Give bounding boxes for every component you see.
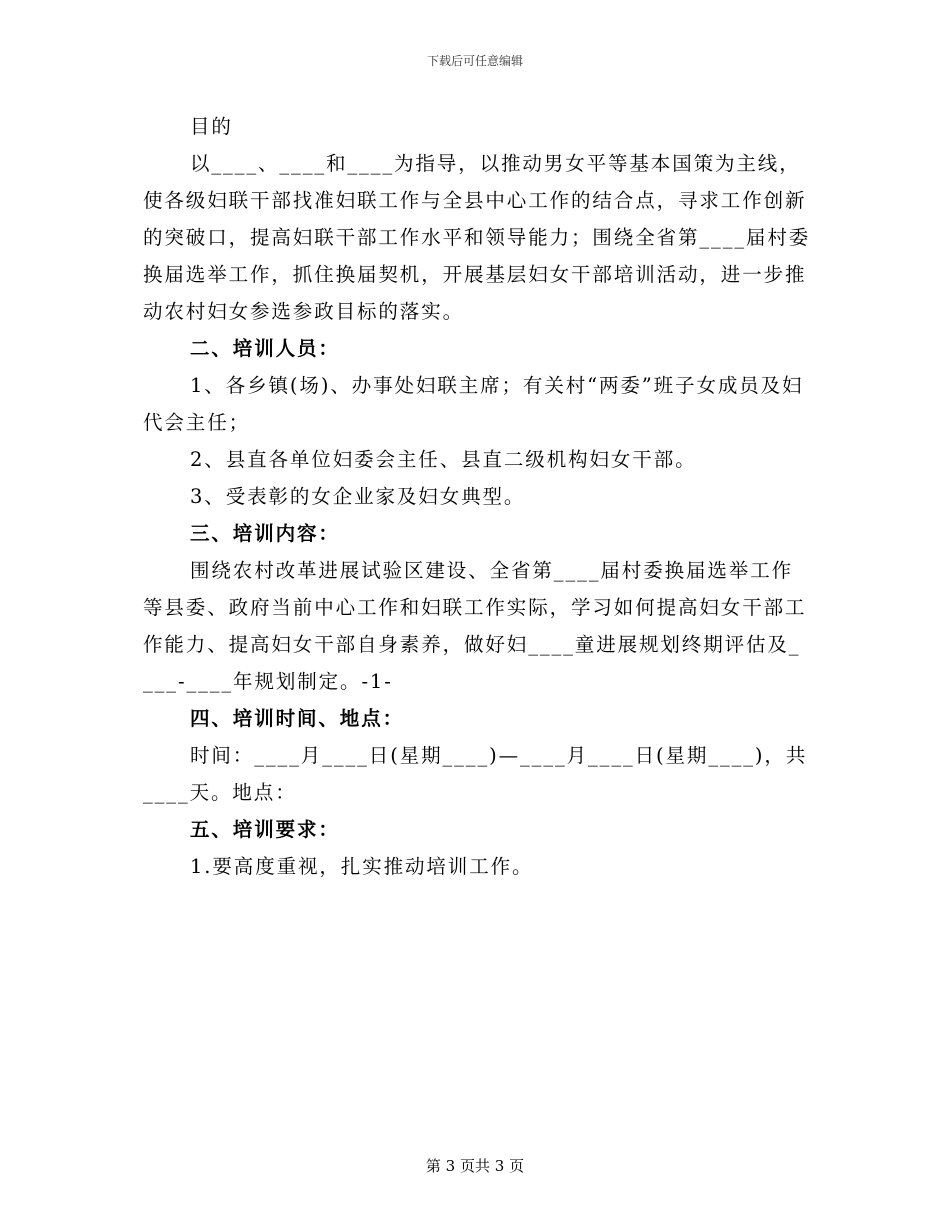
paragraph-purpose-text: 以____、____和____为指导，以推动男女平等基本国策为主线，使各级妇联干部找准妇联工作与全县中心工作的结合点，寻求工作创新的突破口，提高妇联干部工作水平和领导能力；围绕全省第____届村委换届选举工作，抓住换届契机，开展基层妇女干部培训活动，进一步推动农村妇女参选参政目标的落实。 bbox=[143, 152, 811, 323]
heading-trainees: 二、培训人员： bbox=[190, 337, 340, 360]
paragraph-content-text: 围绕农村改革进展试验区建设、全省第____届村委换届选举工作等县委、政府当前中心工作和妇联工作实际，学习如何提高妇女干部工作能力、提高妇女干部自身素养，做好妇____童进展规划终期评估及____-____年规划制定。-1- bbox=[143, 559, 807, 693]
paragraph-requirements-1: 1.要高度重视，扎实推动培训工作。 bbox=[190, 855, 534, 878]
page-footer: 第 3 页共 3 页 bbox=[425, 1157, 525, 1175]
page-header: 下载后可任意编辑 bbox=[426, 54, 523, 68]
paragraph-purpose-label: 目的 bbox=[190, 115, 233, 138]
paragraph-trainees-2: 2、县直各单位妇委会主任、县直二级机构妇女干部。 bbox=[190, 448, 697, 471]
paragraph-time-place-text: 时间：____月____日(星期____)—____月____日(星期____)，共____天。地点： bbox=[143, 744, 808, 804]
document-body bbox=[143, 108, 811, 885]
heading-requirements: 五、培训要求： bbox=[190, 818, 340, 841]
heading-time-place: 四、培训时间、地点： bbox=[190, 707, 405, 730]
paragraph-trainees-1: 1、各乡镇(场)、办事处妇联主席；有关村“两委”班子女成员及妇代会主任； bbox=[143, 374, 804, 434]
paragraph-trainees-3: 3、受表彰的女企业家及妇女典型。 bbox=[190, 485, 526, 508]
heading-content: 三、培训内容： bbox=[190, 522, 340, 545]
